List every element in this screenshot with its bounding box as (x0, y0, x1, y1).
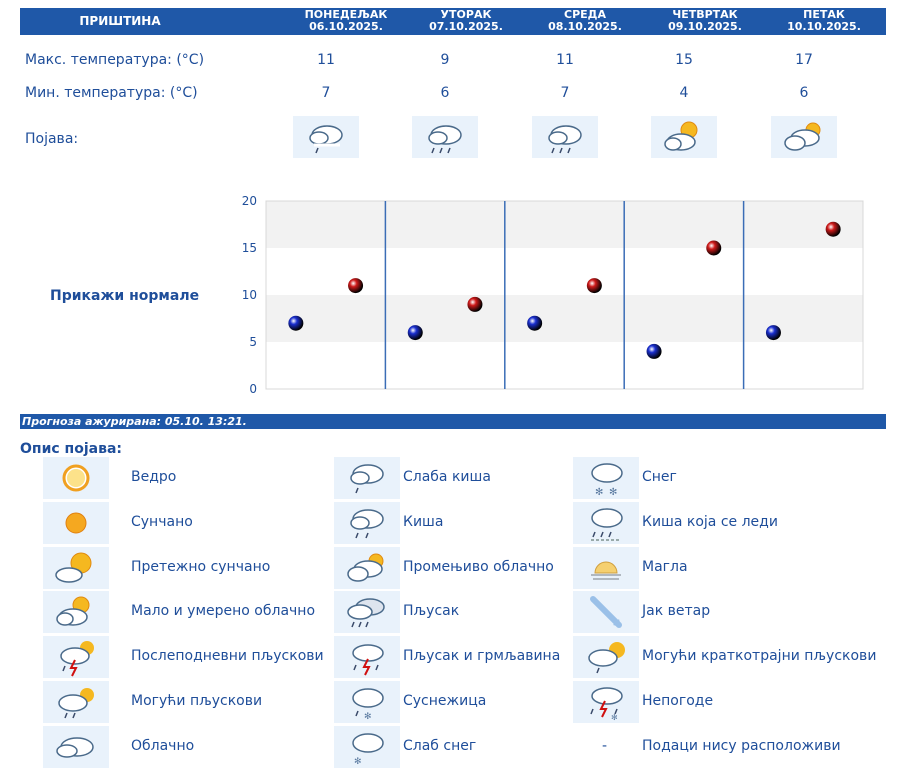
day-date: 09.10.2025. (668, 20, 742, 33)
legend-label: Претежно сунчано (131, 558, 271, 575)
legend-label: Послеподневни пљускови (131, 648, 324, 665)
min-temp-value: 7 (321, 85, 331, 101)
min-temp-point (647, 344, 662, 359)
svg-text:✻: ✻ (364, 712, 372, 722)
legend-label: Снег (642, 469, 677, 485)
min-temp-value: 6 (799, 85, 809, 101)
day-date: 10.10.2025. (787, 20, 861, 33)
legend-label: Киша (403, 513, 444, 530)
fog-icon (573, 547, 639, 589)
legend-label: Непогоде (642, 693, 714, 709)
shower-icon (334, 591, 400, 633)
max-temp-point (587, 278, 602, 293)
city-name: ПРИШТИНА (79, 14, 161, 28)
clear-sky-icon (43, 457, 109, 499)
svg-text:✻: ✻ (354, 756, 362, 767)
strong-wind-icon (573, 591, 639, 633)
legend-label: Пљусак и грмљавина (403, 648, 561, 665)
max-temp-value: 15 (675, 52, 693, 68)
legend-label: Подаци нису расположиви (642, 737, 841, 754)
y-tick-label: 10 (241, 288, 257, 302)
day-name: ЧЕТВРТАК (672, 8, 738, 21)
max-temp-value: 17 (795, 52, 813, 68)
rain-icon (334, 502, 400, 544)
freezing-rain-icon (573, 502, 639, 544)
svg-text:✻: ✻ (609, 487, 618, 498)
day-name: ПЕТАК (803, 8, 845, 21)
y-tick-label: 5 (249, 335, 257, 349)
min-temp-point (766, 325, 781, 340)
day-name: ПОНЕДЕЉАК (304, 8, 388, 21)
chart-band (266, 201, 863, 248)
legend-label: Суснежица (403, 693, 487, 709)
min-temp-value: 7 (560, 85, 570, 101)
max-temp-value: 11 (317, 52, 335, 68)
day-date: 06.10.2025. (309, 20, 383, 33)
max-temp-point (826, 222, 841, 237)
min-temp-point (408, 325, 423, 340)
legend-label: Слаб снег (403, 737, 477, 754)
thunder-shower-icon (334, 636, 400, 678)
max-temp-point (706, 241, 721, 256)
day-name: СРЕДА (564, 8, 606, 21)
y-tick-label: 0 (249, 382, 257, 396)
afternoon-showers-icon (43, 636, 109, 678)
sleet-icon (334, 681, 400, 723)
y-tick-label: 20 (241, 194, 257, 208)
legend-label: Сунчано (131, 513, 193, 530)
legend-label: Слаба киша (403, 469, 491, 485)
possible-showers-icon (43, 681, 109, 723)
snow-icon (573, 457, 639, 499)
max-temp-point (348, 278, 363, 293)
min-temp-value: 6 (440, 85, 450, 101)
legend-label: Могући краткотрајни пљускови (642, 648, 877, 665)
day-name: УТОРАК (440, 8, 492, 21)
legend-label: Пљусак (403, 603, 460, 620)
storm-icon (573, 681, 639, 723)
light-rain-icon (334, 457, 400, 499)
legend-label: Киша која се леди (642, 513, 778, 530)
chart-band (266, 342, 863, 389)
legend-label: Ведро (131, 469, 177, 485)
legend-label: Јак ветар (642, 603, 711, 620)
day-date: 08.10.2025. (548, 20, 622, 33)
legend-label: Могући пљускови (131, 693, 263, 709)
min-temp-label: Мин. температура: (°C) (25, 85, 198, 101)
legend-label: Облачно (131, 737, 195, 754)
forecast-updated: Прогноза ажурирана: 05.10. 13:21. (20, 414, 886, 429)
min-temp-value: 4 (679, 85, 689, 101)
variable-cloudy-icon (334, 547, 400, 589)
mostly-sunny-icon (43, 547, 109, 589)
sunny-icon (43, 502, 109, 544)
cloudy-icon (43, 726, 109, 768)
legend-title: Опис појава: (20, 441, 122, 457)
svg-text:✻: ✻ (595, 487, 604, 498)
partly-cloudy-icon (43, 591, 109, 633)
legend-label: Промењиво облачно (403, 558, 554, 575)
no-data-icon: - (602, 737, 608, 754)
light-snow-icon (334, 726, 400, 768)
legend-label: Магла (642, 558, 688, 575)
min-temp-point (288, 316, 303, 331)
svg-text:✻: ✻ (611, 713, 618, 722)
legend-label: Мало и умерено облачно (131, 603, 316, 620)
phenomenon-label: Појава: (25, 131, 79, 147)
show-normals-link[interactable]: Прикажи нормале (50, 288, 200, 304)
max-temp-value: 11 (556, 52, 574, 68)
max-temp-label: Макс. температура: (°C) (25, 52, 205, 68)
max-temp-value: 9 (440, 52, 450, 68)
day-date: 07.10.2025. (429, 20, 503, 33)
max-temp-point (467, 297, 482, 312)
brief-showers-icon (573, 636, 639, 678)
y-tick-label: 15 (241, 241, 257, 255)
min-temp-point (527, 316, 542, 331)
